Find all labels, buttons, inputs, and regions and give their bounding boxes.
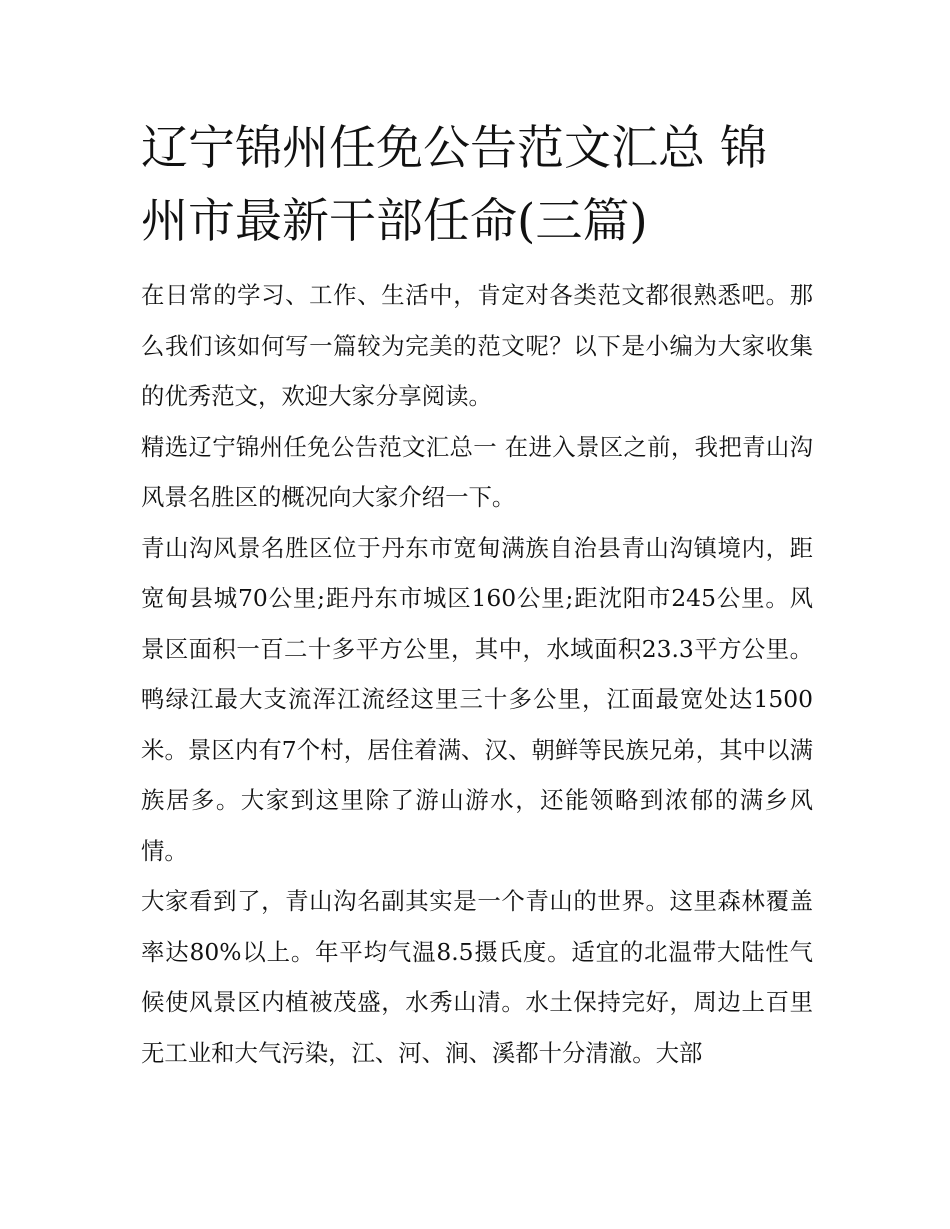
paragraph-intro: 在日常的学习、工作、生活中，肯定对各类范文都很熟悉吧。那么我们该如何写一篇较为完美的范文呢？以下是小编为大家收集的优秀范文，欢迎大家分享阅读。 — [141, 281, 813, 410]
paragraph-section-one: 精选辽宁锦州任免公告范文汇总一 在进入景区之前，我把青山沟风景名胜区的概况向大家介绍一下。 — [141, 432, 813, 511]
paragraph-environment: 大家看到了，青山沟名副其实是一个青山的世界。这里森林覆盖率达80%以上。年平均气温8.5摄氏度。适宜的北温带大陆性气候使风景区内植被茂盛，水秀山清。水土保持完好，周边上百里无工业和大气污染，江、河、涧、溪都十分清澈。大部 — [141, 887, 813, 1067]
document-title: 辽宁锦州任免公告范文汇总 锦州市最新干部任命(三篇) — [141, 121, 767, 249]
paragraph-location: 青山沟风景名胜区位于丹东市宽甸满族自治县青山沟镇境内，距宽甸县城70公里;距丹东市城区160公里;距沈阳市245公里。风景区面积一百二十多平方公里，其中，水域面积23.3平方公里。鸭绿江最大支流浑江流经这里三十多公里，江面最宽处达1500米。景区内有7个村，居住着满、汉、朝鲜等民族兄弟，其中以满族居多。大家到这里除了游山游水，还能领略到浓郁的满乡风情。 — [141, 533, 813, 865]
document-body — [141, 112, 813, 1078]
